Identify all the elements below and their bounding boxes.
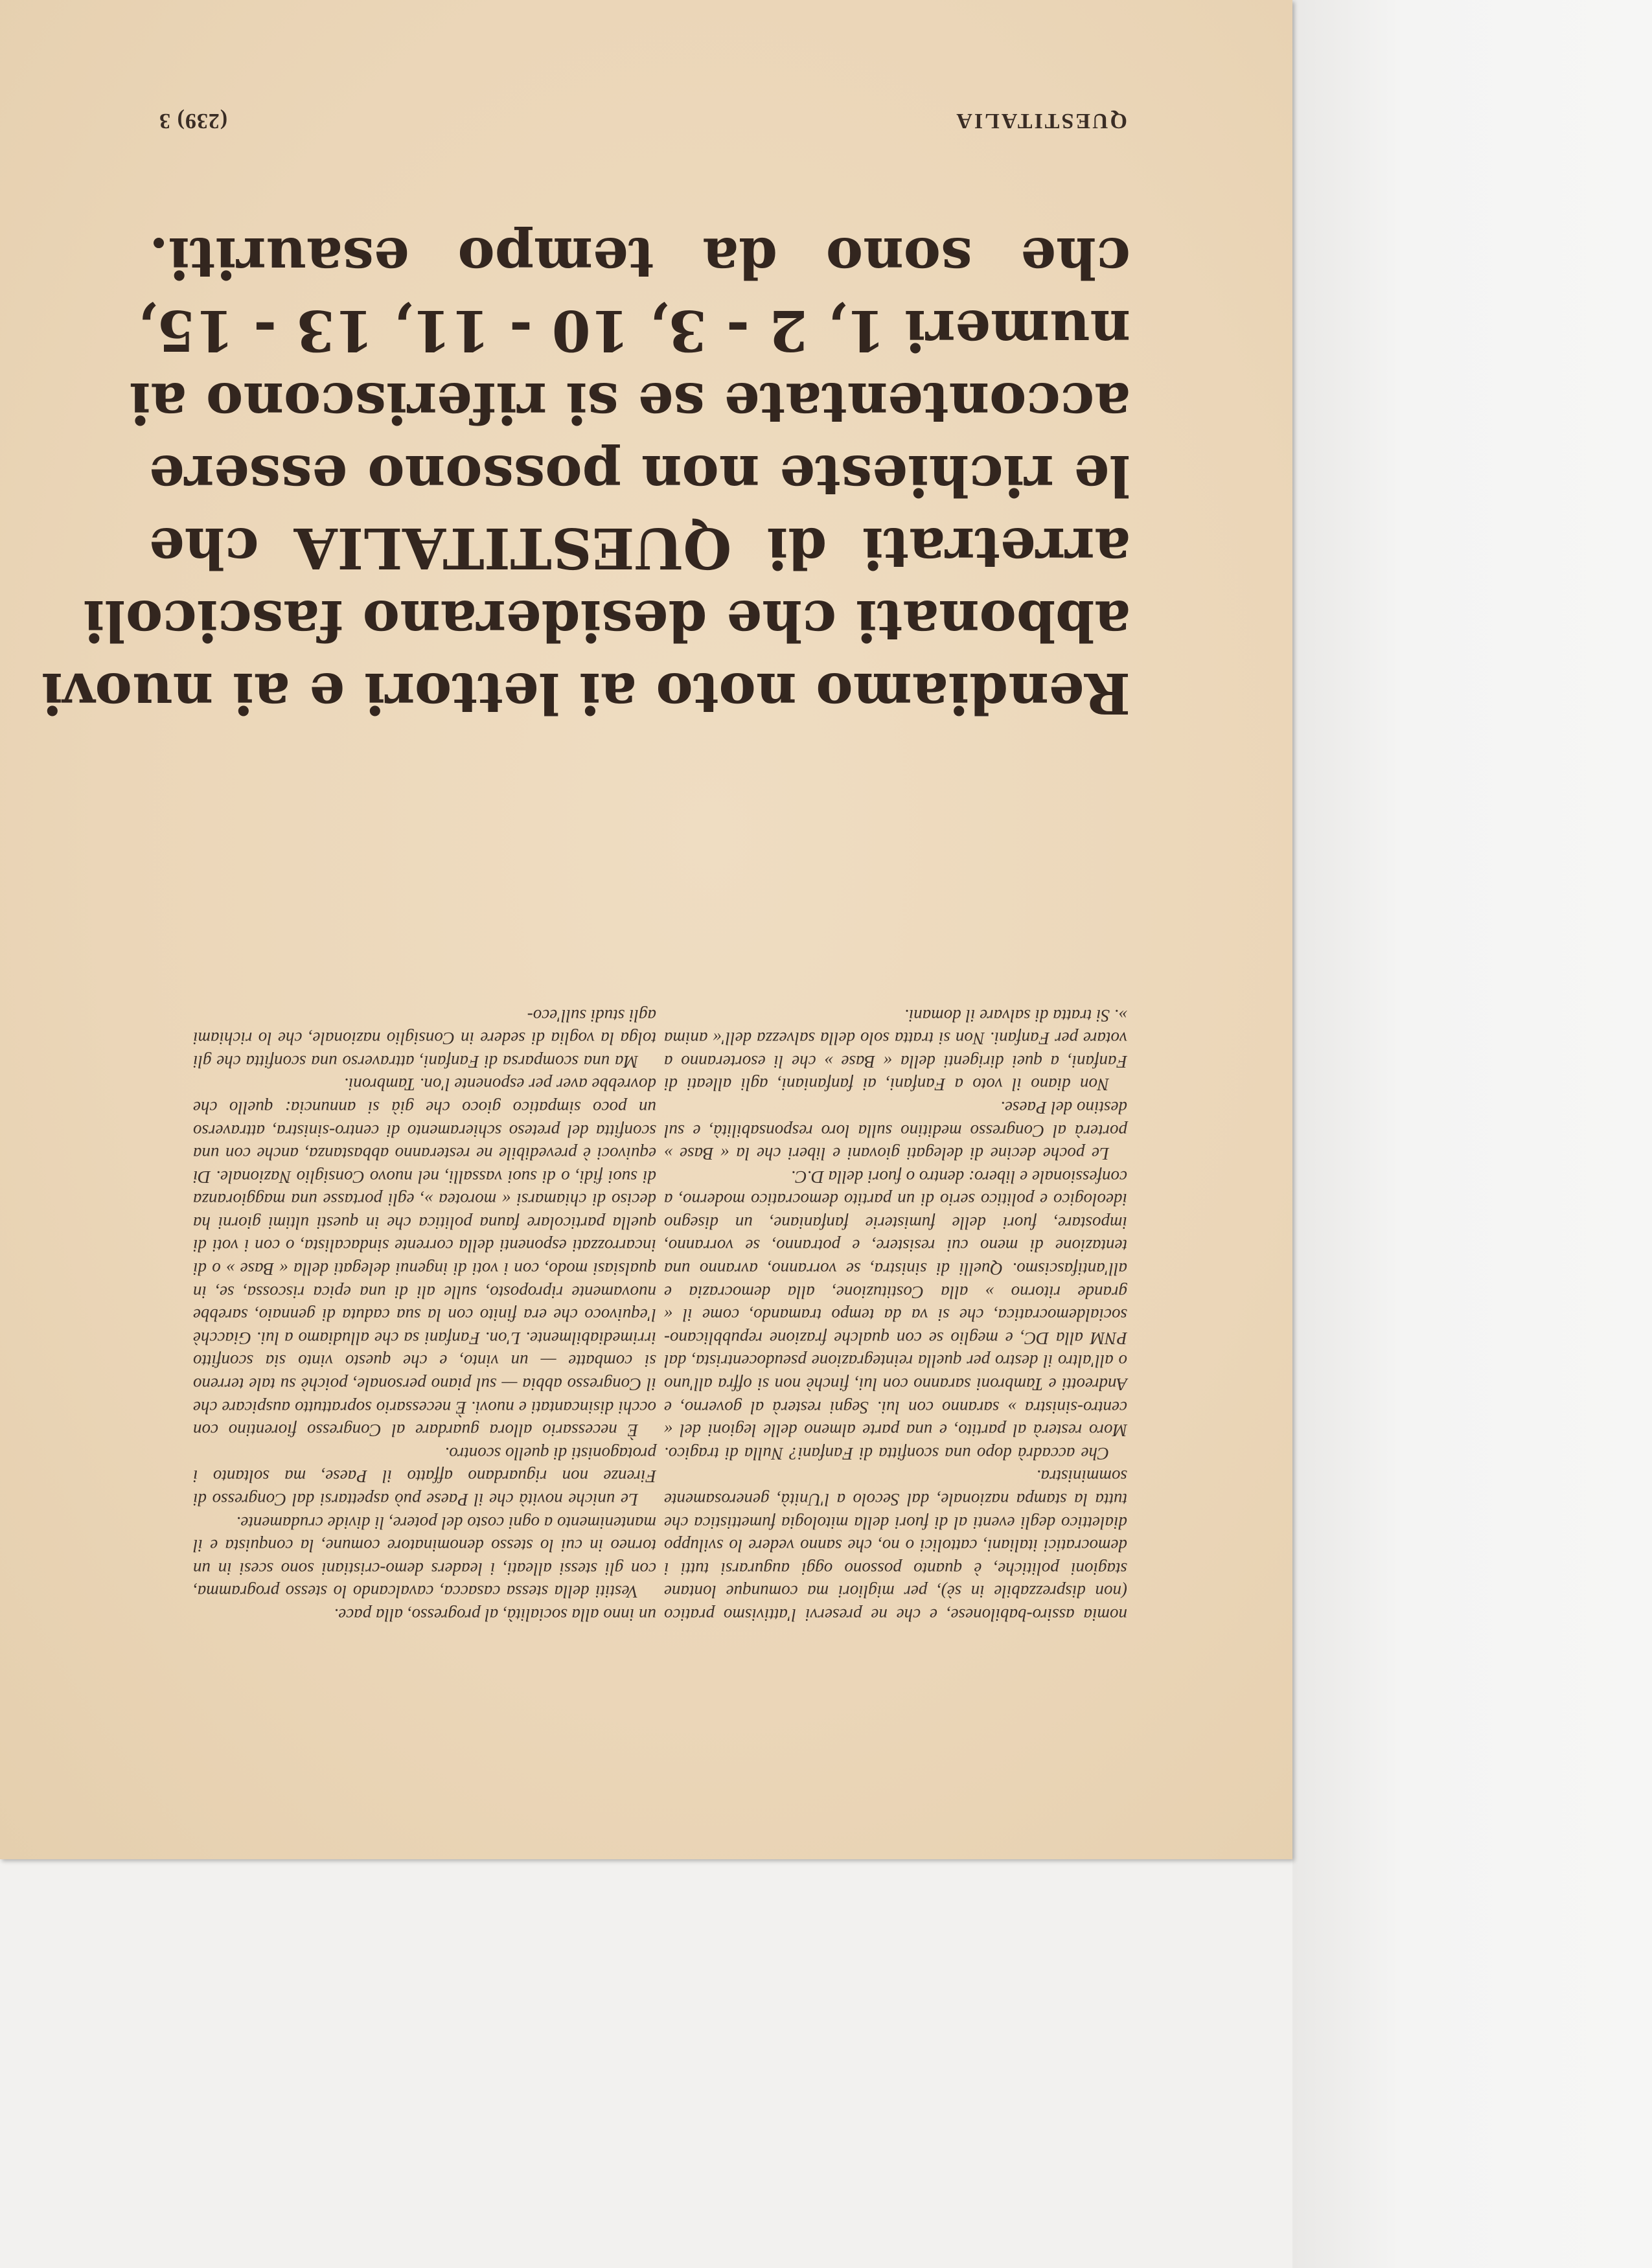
- article-column-1: [193, 1003, 656, 1626]
- paragraph: Le poche decine di delegati giovani e liberi che la « Base » porterà al Congresso meditino sulla loro responsabilità, e sul destino del Paese.: [664, 1097, 1127, 1164]
- paragraph: un inno alla socialità, al progresso, alla pace.: [334, 1605, 656, 1625]
- article-column-2: [664, 1003, 1127, 1626]
- paragraph: Vestiti della stessa casacca, cavalcando lo stesso programma, con gli stessi alleati, i leaders demo-cristiani sono scesi in un torneo in cui lo stesso denominatore comune, la conquista e il mantenimento a ogni costo del potere, li divide crudamente.: [193, 1513, 656, 1602]
- notice-line: accontentate se si riferiscono ai: [129, 370, 1130, 435]
- page-number: (239) 3: [159, 109, 228, 133]
- magazine-name: QUESTITALIA: [954, 109, 1127, 133]
- scanner-background: [1292, 0, 1652, 2268]
- notice-line: le richieste non possono essere: [149, 442, 1130, 508]
- paragraph: nomia assiro-babilonese, e che ne preservi l'attivismo pratico (non disprezzabile in sè), per migliori ma comunque lontane stagioni politiche, è quanto possono oggi augurarsi tutti i democratici italiani, cattolici o no, che sanno vedere lo sviluppo dialettico degli eventi al di fuori della mitologia fumettistica che tutta la stampa nazionale, dal Secolo a l'Unità, generosamente somministra.: [664, 1467, 1127, 1625]
- paragraph: È necessario allora guardare al Congresso fiorentino con occhi disincantati e nuovi. È necessario soprattutto auspicare che il Congresso abbia — sul piano personale, poichè su tale terreno si combatte — un vinto, e che questo vinto sia sconfitto irrimediabilmente. L'on. Fanfani sa che alludiamo a lui. Giacchè l'equivoco che era finito con la sua caduta di gennaio, sarebbe nuovamente riproposto, sulle ali di una epica riscossa, se, in qualsiasi modo, con i voti di ingenui delegati della « Base » o di incarrozzati esponenti della corrente sindacalista, o con i voti di quella particolare fauna politica che in questi ultimi giorni ha deciso di chiamarsi « morotea », egli portasse una maggioranza di suoi fidi, o di suoi vassalli, nel nuovo Consiglio Nazionale. Di equivoci è prevedibile ne resteranno abbastanza, anche con una sconfitta del preteso schieramento di centro-sinistra, attraverso un poco simpatico gioco che già si annuncia: quello che dovrebbe aver per esponente l'on. Tambroni.: [193, 1075, 656, 1441]
- notice-line: che sono da tempo esauriti.: [149, 225, 1130, 290]
- notice-line: abbonati che desiderano fascicoli: [83, 588, 1130, 653]
- notice-line: Rendiamo noto ai lettori e ai nuovi: [41, 660, 1130, 726]
- notice-line: arretrati di QUESTITALIA che: [149, 515, 1130, 580]
- paragraph: Che accadrà dopo una sconfitta di Fanfani? Nulla di tragico. Moro resterà al partito, e una parte almeno delle legioni del « centro-sinistra » saranno con lui. Segni resterà al governo, e Andreotti e Tambroni saranno con lui, finchè non si offra all'uno o all'altro il destro per quella reintegrazione pseudocentrista, dal PNM alla DC, e meglio se con qualche frazione repubblicano-socialdemocratica, che si va da tempo tramando, come il « grande ritorno » alla Costituzione, alla democrazia e all'antifascismo. Quelli di sinistra, se vorranno, avranno una tentazione di meno cui resistere, e potranno, se vorranno, impostare, fuori delle fumisterie fanfaniane, un disegno ideologico e politico serio di un partito democratico moderno, a confessionale e libero: dentro o fuori della D.C.: [664, 1167, 1127, 1463]
- subscriber-notice: [41, 221, 1130, 729]
- notice-line: numeri 1, 2 - 3, 10 - 11, 13 - 15,: [137, 297, 1130, 363]
- scanner-background-bottom: [0, 1859, 1292, 2268]
- paragraph: Ma una scomparsa di Fanfani, attraverso una sconfitta che gli tolga la voglia di sedere in Consiglio nazionale, che lo richiami agli studi sull'eco-: [193, 1005, 656, 1071]
- running-head: [159, 108, 1127, 133]
- paragraph: Le uniche novità che il Paese può aspettarsi dal Congresso di Firenze non riguardano affatto il Paese, ma soltanto i protagonisti di quello scontro.: [193, 1443, 656, 1510]
- paragraph: Non diano il voto a Fanfani, ai fanfaniani, agli alleati di Fanfani, a quei dirigenti della « Base » che li esorteranno a votare per Fanfani. Non si tratta solo della salvezza dell'« anima ». Si tratta di salvare il domani.: [664, 1005, 1127, 1095]
